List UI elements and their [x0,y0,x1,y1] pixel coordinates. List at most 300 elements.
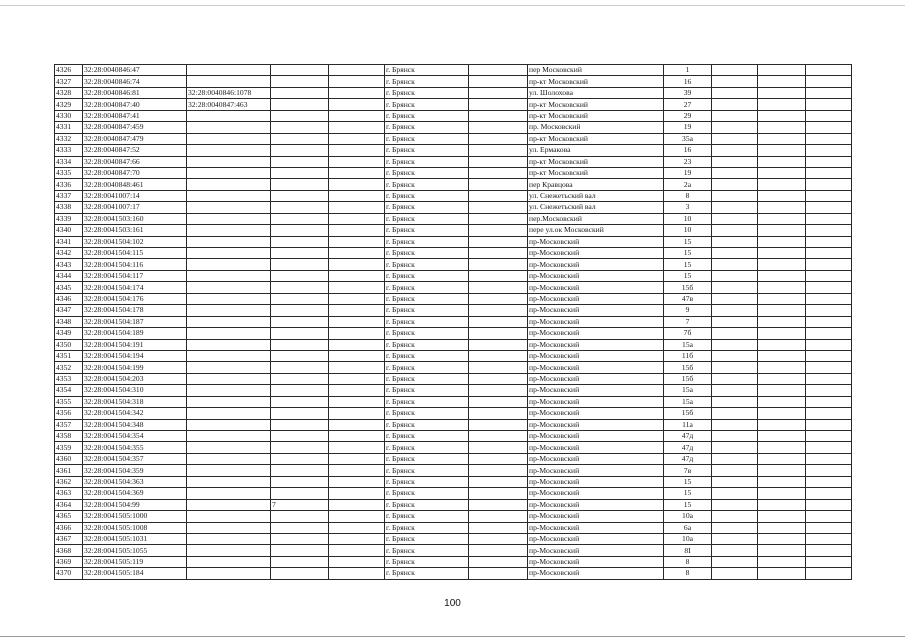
cadastral-number: 32:28:0040847:479 [83,133,187,144]
empty-cell [806,202,852,213]
house-number: 15 [664,499,712,510]
row-number: 4353 [55,373,83,384]
city: г. Брянск [385,476,469,487]
empty-cell [712,236,758,247]
empty-cell [806,453,852,464]
street: пр-Московский [528,568,664,579]
table-row [55,213,852,224]
house-number: 15 [664,248,712,259]
empty-cell [469,248,528,259]
cadastral-number: 32:28:0041504:102 [83,236,187,247]
empty-cell [469,293,528,304]
cadastral-number-2 [187,282,271,293]
street: пр-Московский [528,476,664,487]
empty-cell [469,133,528,144]
street: пр-Московский [528,408,664,419]
street: пр-Московский [528,373,664,384]
table-row [55,316,852,327]
empty-cell [806,145,852,156]
city: г. Брянск [385,202,469,213]
cadastral-number: 32:28:0041504:342 [83,408,187,419]
empty-cell [712,76,758,87]
empty-cell [712,316,758,327]
empty-cell [758,293,806,304]
empty-cell [712,225,758,236]
empty-cell [806,522,852,533]
table-row [55,236,852,247]
street: пр-Московский [528,328,664,339]
empty-cell [758,431,806,442]
city: г. Брянск [385,431,469,442]
empty-cell [469,533,528,544]
table-row [55,556,852,567]
empty-cell [806,190,852,201]
empty-cell [758,328,806,339]
extra-value [271,431,329,442]
cadastral-number: 32:28:0040847:459 [83,122,187,133]
street: пр-кт Московский [528,133,664,144]
house-number: 15 [664,270,712,281]
house-number: 29 [664,110,712,121]
table-row [55,305,852,316]
empty-cell [712,362,758,373]
cadastral-number: 32:28:0041505:1055 [83,545,187,556]
empty-cell [712,373,758,384]
empty-cell [758,556,806,567]
cadastral-number-2 [187,270,271,281]
cadastral-number-2 [187,545,271,556]
table-row [55,431,852,442]
city: г. Брянск [385,259,469,270]
empty-cell [806,545,852,556]
table-row [55,511,852,522]
empty-cell [469,305,528,316]
empty-cell [758,499,806,510]
empty-cell [806,431,852,442]
street: пр-Московский [528,442,664,453]
empty-cell [806,419,852,430]
empty-cell [469,145,528,156]
cadastral-number: 32:28:0041504:187 [83,316,187,327]
table-row [55,167,852,178]
empty-cell [329,87,385,98]
table-row [55,396,852,407]
street: пр-Московский [528,270,664,281]
empty-cell [758,190,806,201]
street: пр-Московский [528,236,664,247]
cadastral-number-2 [187,65,271,76]
cadastral-number-2 [187,305,271,316]
empty-cell [806,293,852,304]
cadastral-number: 32:28:0041504:357 [83,453,187,464]
extra-value: 7 [271,499,329,510]
empty-cell [712,431,758,442]
house-number: 15 [664,476,712,487]
cadastral-number-2 [187,293,271,304]
street: ул. Ермакова [528,145,664,156]
empty-cell [806,179,852,190]
empty-cell [758,511,806,522]
empty-cell [806,511,852,522]
house-number: 10а [664,511,712,522]
table-row [55,328,852,339]
register-body [55,65,852,580]
empty-cell [806,465,852,476]
register-table [54,64,852,580]
extra-value [271,202,329,213]
city: г. Брянск [385,145,469,156]
table-row [55,179,852,190]
empty-cell [758,259,806,270]
table-row [55,76,852,87]
house-number: 15б [664,408,712,419]
table-row [55,522,852,533]
extra-value [271,568,329,579]
cadastral-number: 32:28:0041007:17 [83,202,187,213]
city: г. Брянск [385,499,469,510]
empty-cell [712,99,758,110]
row-number: 4341 [55,236,83,247]
empty-cell [329,145,385,156]
street: пр-Московский [528,545,664,556]
empty-cell [329,511,385,522]
house-number: 15б [664,373,712,384]
city: г. Брянск [385,408,469,419]
empty-cell [758,87,806,98]
empty-cell [329,65,385,76]
city: г. Брянск [385,373,469,384]
empty-cell [469,511,528,522]
table-row [55,453,852,464]
empty-cell [329,225,385,236]
street: пр-Московский [528,419,664,430]
table-row [55,408,852,419]
extra-value [271,442,329,453]
empty-cell [469,431,528,442]
empty-cell [329,373,385,384]
cadastral-number-2 [187,225,271,236]
row-number: 4345 [55,282,83,293]
empty-cell [806,328,852,339]
extra-value [271,476,329,487]
city: г. Брянск [385,282,469,293]
street: пр-кт Московский [528,156,664,167]
street: пере ул.ок Московский [528,225,664,236]
extra-value [271,248,329,259]
city: г. Брянск [385,533,469,544]
empty-cell [758,305,806,316]
cadastral-number-2 [187,213,271,224]
cadastral-number-2 [187,499,271,510]
table-row [55,248,852,259]
extra-value [271,316,329,327]
cadastral-number: 32:28:0041504:203 [83,373,187,384]
empty-cell [469,270,528,281]
empty-cell [712,408,758,419]
empty-cell [469,419,528,430]
empty-cell [329,488,385,499]
street: ул. Снежетьский вал [528,202,664,213]
empty-cell [329,99,385,110]
empty-cell [806,110,852,121]
row-number: 4360 [55,453,83,464]
empty-cell [469,408,528,419]
empty-cell [806,65,852,76]
empty-cell [712,305,758,316]
extra-value [271,179,329,190]
street: пр-Московский [528,316,664,327]
cadastral-number-2 [187,442,271,453]
empty-cell [329,190,385,201]
cadastral-number-2 [187,156,271,167]
empty-cell [329,419,385,430]
extra-value [271,167,329,178]
empty-cell [329,328,385,339]
city: г. Брянск [385,76,469,87]
empty-cell [806,339,852,350]
cadastral-number: 32:28:0040847:66 [83,156,187,167]
cadastral-number-2 [187,488,271,499]
row-number: 4369 [55,556,83,567]
house-number: 15а [664,385,712,396]
empty-cell [469,556,528,567]
row-number: 4357 [55,419,83,430]
empty-cell [469,568,528,579]
empty-cell [469,442,528,453]
extra-value [271,293,329,304]
city: г. Брянск [385,99,469,110]
cadastral-number: 32:28:0041504:363 [83,476,187,487]
empty-cell [806,396,852,407]
empty-cell [758,225,806,236]
row-number: 4326 [55,65,83,76]
empty-cell [712,87,758,98]
row-number: 4333 [55,145,83,156]
cadastral-number: 32:28:0041505:1000 [83,511,187,522]
city: г. Брянск [385,316,469,327]
empty-cell [712,419,758,430]
house-number: 8 [664,556,712,567]
empty-cell [758,350,806,361]
city: г. Брянск [385,225,469,236]
empty-cell [758,533,806,544]
row-number: 4365 [55,511,83,522]
empty-cell [712,499,758,510]
empty-cell [758,453,806,464]
row-number: 4354 [55,385,83,396]
city: г. Брянск [385,236,469,247]
cadastral-number: 32:28:0041504:189 [83,328,187,339]
empty-cell [712,545,758,556]
street: пр-Московский [528,385,664,396]
street: пр-Московский [528,465,664,476]
empty-cell [758,465,806,476]
cadastral-number: 32:28:0041505:119 [83,556,187,567]
empty-cell [712,133,758,144]
empty-cell [758,65,806,76]
cadastral-number-2 [187,476,271,487]
house-number: 6а [664,522,712,533]
empty-cell [712,145,758,156]
empty-cell [712,110,758,121]
table-row [55,419,852,430]
city: г. Брянск [385,190,469,201]
empty-cell [329,293,385,304]
cadastral-number: 32:28:0041505:184 [83,568,187,579]
house-number: 7 [664,316,712,327]
empty-cell [806,408,852,419]
empty-cell [469,465,528,476]
street: пр-Московский [528,533,664,544]
extra-value [271,213,329,224]
row-number: 4352 [55,362,83,373]
cadastral-number-2 [187,190,271,201]
row-number: 4368 [55,545,83,556]
empty-cell [758,488,806,499]
empty-cell [329,156,385,167]
empty-cell [469,202,528,213]
table-row [55,350,852,361]
city: г. Брянск [385,293,469,304]
empty-cell [329,350,385,361]
extra-value [271,190,329,201]
cadastral-number: 32:28:0040847:41 [83,110,187,121]
empty-cell [469,453,528,464]
cadastral-number-2 [187,316,271,327]
empty-cell [712,65,758,76]
street: ул. Шолохова [528,87,664,98]
empty-cell [806,533,852,544]
row-number: 4344 [55,270,83,281]
empty-cell [712,190,758,201]
empty-cell [806,248,852,259]
house-number: 47д [664,442,712,453]
house-number: 15 [664,259,712,270]
row-number: 4364 [55,499,83,510]
city: г. Брянск [385,213,469,224]
row-number: 4328 [55,87,83,98]
empty-cell [758,110,806,121]
empty-cell [712,328,758,339]
street: пр-Московский [528,339,664,350]
row-number: 4359 [55,442,83,453]
house-number: 7б [664,328,712,339]
table-row [55,465,852,476]
empty-cell [469,476,528,487]
row-number: 4348 [55,316,83,327]
city: г. Брянск [385,419,469,430]
house-number: 47в [664,293,712,304]
scan-edge-bottom [0,636,905,637]
empty-cell [469,76,528,87]
row-number: 4350 [55,339,83,350]
empty-cell [758,408,806,419]
empty-cell [329,270,385,281]
table-row [55,110,852,121]
cadastral-number-2 [187,453,271,464]
empty-cell [329,453,385,464]
cadastral-number-2 [187,465,271,476]
extra-value [271,65,329,76]
street: пр-Московский [528,282,664,293]
house-number: 15б [664,362,712,373]
empty-cell [329,282,385,293]
empty-cell [758,145,806,156]
cadastral-number: 32:28:0041504:199 [83,362,187,373]
empty-cell [712,293,758,304]
street: пр-Московский [528,259,664,270]
row-number: 4358 [55,431,83,442]
empty-cell [329,259,385,270]
empty-cell [758,133,806,144]
empty-cell [712,156,758,167]
empty-cell [329,431,385,442]
empty-cell [712,213,758,224]
empty-cell [712,339,758,350]
empty-cell [469,396,528,407]
empty-cell [758,522,806,533]
empty-cell [469,236,528,247]
table-row [55,87,852,98]
cadastral-number: 32:28:0041504:310 [83,385,187,396]
extra-value [271,465,329,476]
extra-value [271,533,329,544]
empty-cell [712,522,758,533]
empty-cell [329,385,385,396]
row-number: 4370 [55,568,83,579]
table-row [55,225,852,236]
street: пр-Московский [528,499,664,510]
empty-cell [758,545,806,556]
table-row [55,533,852,544]
city: г. Брянск [385,305,469,316]
cadastral-number-2 [187,385,271,396]
extra-value [271,419,329,430]
extra-value [271,522,329,533]
extra-value [271,556,329,567]
city: г. Брянск [385,350,469,361]
cadastral-number-2 [187,122,271,133]
cadastral-number: 32:28:0040846:81 [83,87,187,98]
empty-cell [329,305,385,316]
table-row [55,545,852,556]
empty-cell [712,259,758,270]
street: пер Кравцова [528,179,664,190]
empty-cell [758,339,806,350]
cadastral-number-2 [187,145,271,156]
cadastral-number: 32:28:0041504:116 [83,259,187,270]
row-number: 4337 [55,190,83,201]
empty-cell [806,270,852,281]
cadastral-number: 32:28:0041504:176 [83,293,187,304]
cadastral-number: 32:28:0041504:355 [83,442,187,453]
row-number: 4347 [55,305,83,316]
table-row [55,373,852,384]
house-number: 27 [664,99,712,110]
empty-cell [469,499,528,510]
empty-cell [758,248,806,259]
empty-cell [469,350,528,361]
empty-cell [329,362,385,373]
cadastral-number-2 [187,568,271,579]
empty-cell [469,99,528,110]
empty-cell [469,328,528,339]
city: г. Брянск [385,339,469,350]
cadastral-number: 32:28:0041504:194 [83,350,187,361]
empty-cell [806,133,852,144]
extra-value [271,511,329,522]
extra-value [271,396,329,407]
